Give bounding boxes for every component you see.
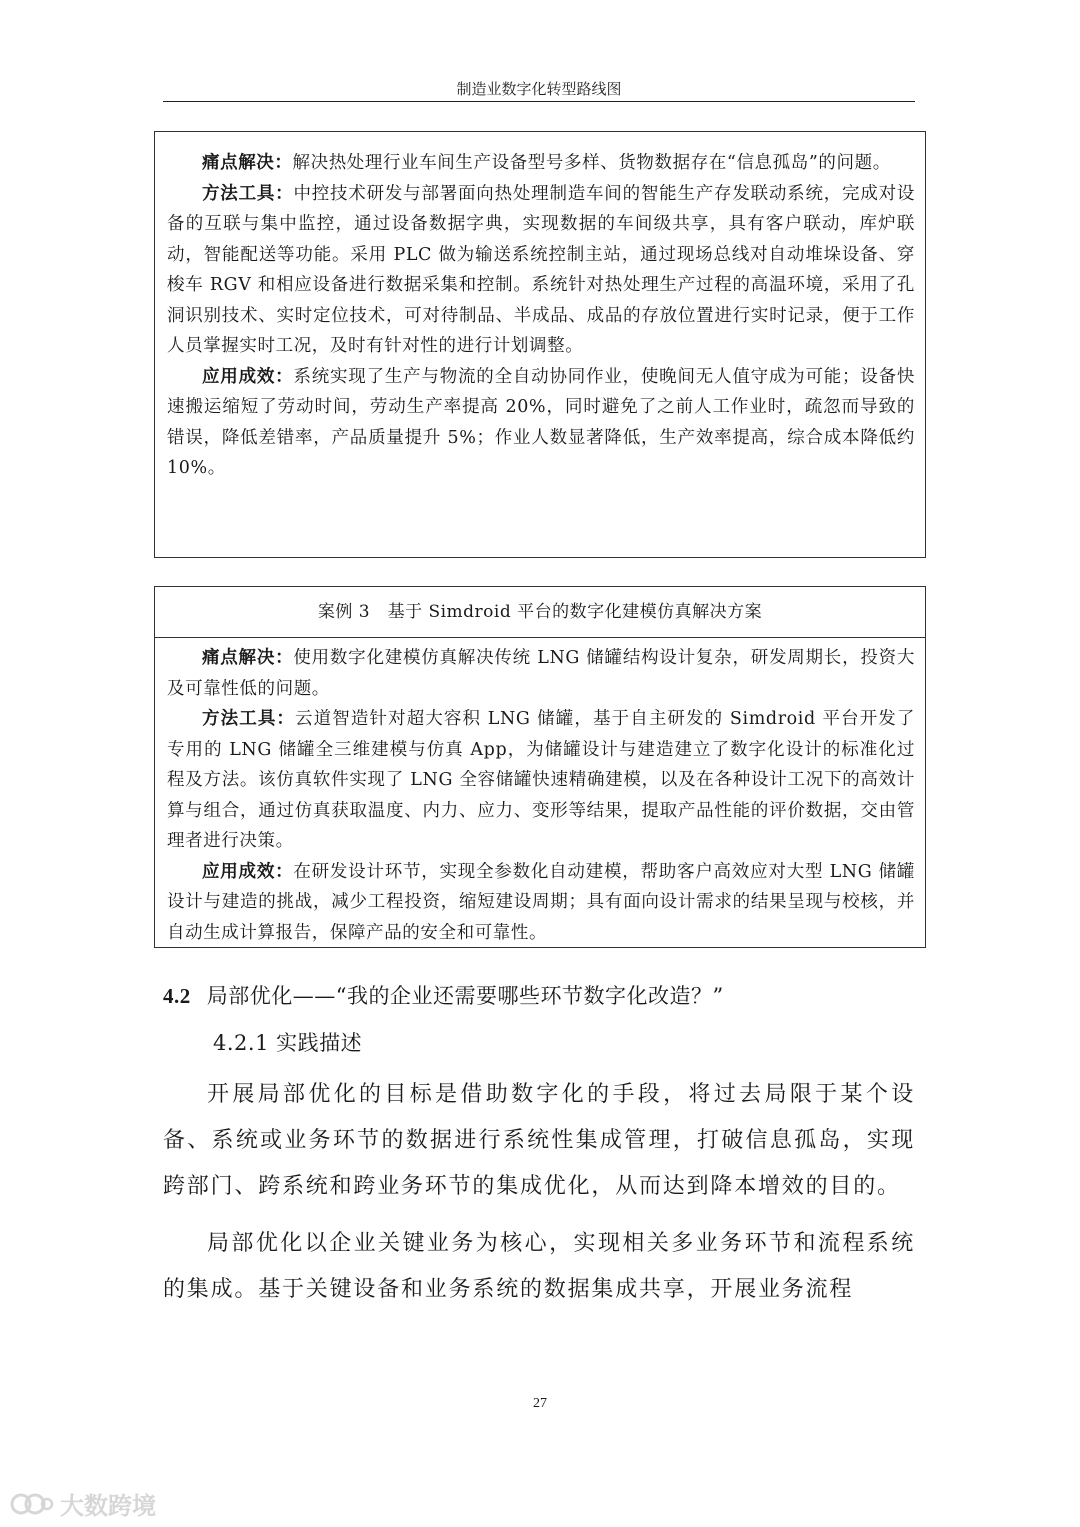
case2-method-label: 方法工具： [202, 709, 296, 729]
body-paragraph-1: 开展局部优化的目标是借助数字化的手段，将过去局限于某个设备、系统或业务环节的数据进行系统性集成管理，打破信息孤岛，实现跨部门、跨系统和跨业务环节的集成优化，从而达到降本增效的目的。 [163, 1082, 915, 1199]
case1-result [167, 362, 915, 484]
case1-pain-point-label: 痛点解决： [202, 153, 293, 173]
case1-result-text: 系统实现了生产与物流的全自动协同作业，使晚间无人值守成为可能；设备快速搬运缩短了劳动时间，劳动生产率提高 20%，同时避免了之前人工作业时，疏忽而导致的错误，降低差错率，产品质量提升 5%；作业人数显著降低，生产效率提高，综合成本降低约 10%。 [167, 366, 915, 478]
case2-pain-point [167, 643, 915, 704]
watermark-text: 大数跨境 [60, 1492, 156, 1520]
section-title: 局部优化——“我的企业还需要哪些环节数字化改造？” [206, 984, 724, 1008]
case2-title: 案例 3 基于 Simdroid 平台的数字化建模仿真解决方案 [155, 587, 925, 638]
page-number: 27 [533, 1396, 547, 1411]
case1-result-label: 应用成效： [202, 366, 294, 387]
body-paragraph-2: 局部优化以企业关键业务为核心，实现相关多业务环节和流程系统的集成。基于关键设备和业务系统的数据集成共享，开展业务流程 [163, 1231, 915, 1302]
case-box-2 [154, 586, 926, 948]
case2-pain-point-text: 使用数字化建模仿真解决传统 LNG 储罐结构设计复杂，研发周期长，投资大及可靠性低的问题。 [167, 648, 915, 699]
page-header-title: 制造业数字化转型路线图 [456, 80, 622, 98]
watermark [10, 1486, 156, 1521]
case1-pain-point-text: 解决热处理行业车间生产设备型号多样、货物数据存在“信息孤岛”的问题。 [292, 153, 891, 173]
section-number: 4.2 [163, 984, 191, 1008]
case2-result-label: 应用成效： [202, 861, 294, 882]
case2-method [167, 704, 915, 857]
case2-result [167, 857, 915, 949]
case1-method-text: 中控技术研发与部署面向热处理制造车间的智能生产存发联动系统，完成对设备的互联与集中监控，通过设备数据字典，实现数据的车间级共享，具有客户联动，库炉联动，智能配送等功能。采用 PLC 做为输送系统控制主站，通过现场总线对自动堆垛设备、穿梭车 RGV 和相应设备进行数据采集和控制。系统针对热处理生产过程的高温环境，采用了孔洞识别技术、实时定位技术，可对待制品、半成品、成品的存放位置进行实时记录，便于工作人员掌握实时工况，及时有针对性的进行计划调整。 [167, 183, 915, 356]
case1-method [167, 179, 915, 362]
body-text [163, 1072, 915, 1313]
case2-method-text: 云道智造针对超大容积 LNG 储罐，基于自主研发的 Simdroid 平台开发了专用的 LNG 储罐全三维建模与仿真 App，为储罐设计与建造建立了数字化设计的标准化过程及方法。该仿真软件实现了 LNG 全容储罐快速精确建模，以及在各种设计工况下的高效计算与组合，通过仿真获取温度、内力、应力、变形等结果，提取产品性能的评价数据，交由管理者进行决策。 [167, 709, 916, 851]
case2-body [155, 638, 925, 948]
subsection-heading: 4.2.1 实践描述 [213, 1031, 363, 1055]
case2-result-text: 在研发设计环节，实现全参数化自动建模，帮助客户高效应对大型 LNG 储罐设计与建造的挑战，减少工程投资，缩短建设周期；具有面向设计需求的结果呈现与校核，并自动生成计算报告，保障产品的安全和可靠性。 [167, 861, 915, 943]
watermark-logo-icon [10, 1491, 54, 1517]
case1-pain-point [167, 148, 915, 179]
case1-method-label: 方法工具： [202, 183, 294, 204]
case-box-1 [154, 131, 926, 558]
case2-pain-point-label: 痛点解决： [202, 648, 294, 668]
header-divider [163, 101, 915, 102]
section-heading [163, 979, 923, 1013]
